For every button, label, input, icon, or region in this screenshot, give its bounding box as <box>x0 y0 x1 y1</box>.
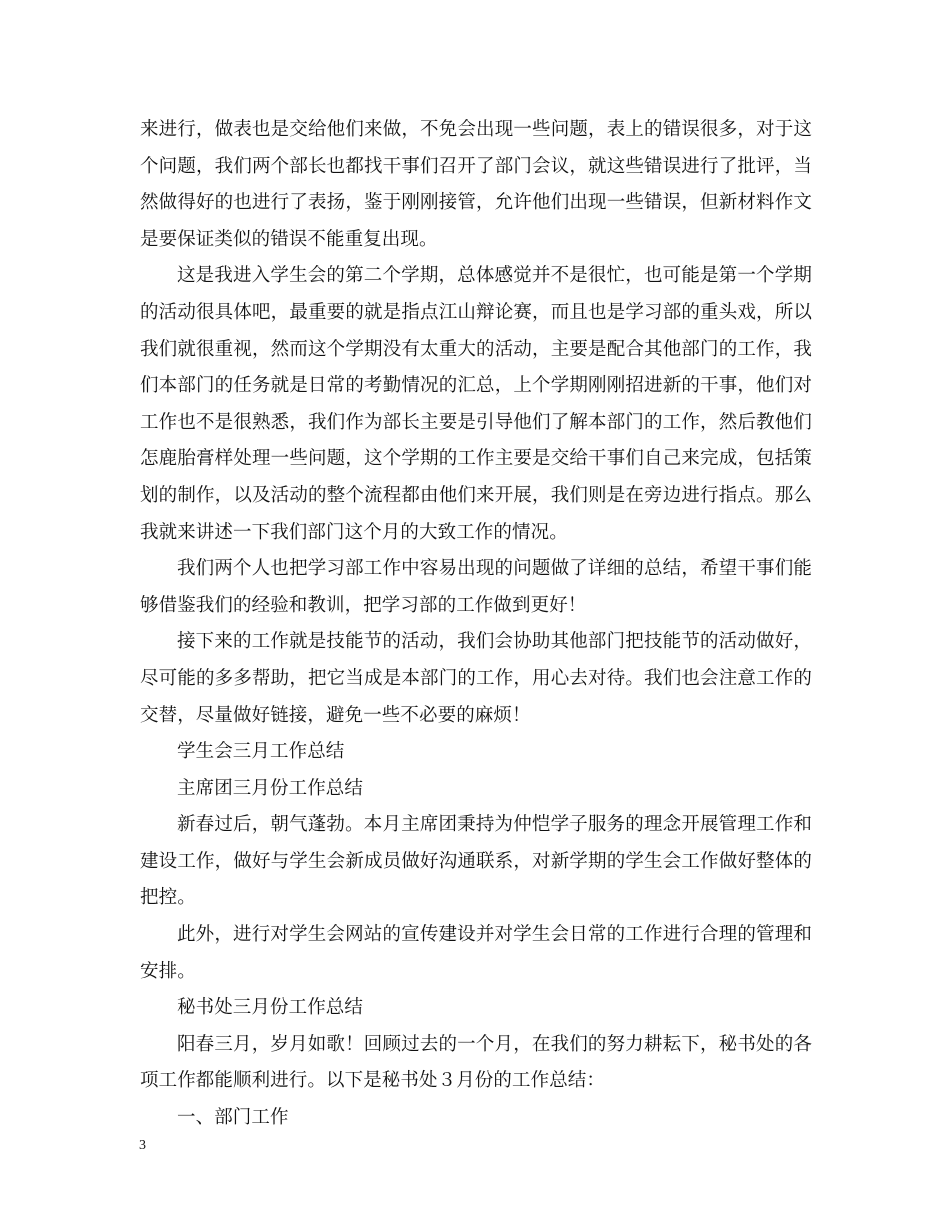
paragraph-line: 怎鹿胎膏样处理一些问题，这个学期的工作主要是交给干事们自己来完成，包括策 <box>140 448 812 470</box>
paragraph-line: 学生会三月工作总结 <box>177 741 345 763</box>
paragraph-line: 建设工作，做好与学生会新成员做好沟通联系，对新学期的学生会工作做好整体的 <box>140 850 812 872</box>
paragraph-line: 阳春三月，岁月如歌！回顾过去的一个月，在我们的努力耕耘下，秘书处的各 <box>177 1033 812 1055</box>
paragraph-line: 来进行，做表也是交给他们来做，不免会出现一些问题，表上的错误很多，对于这 <box>140 119 812 140</box>
body-text <box>140 112 812 1137</box>
paragraph-line: 的活动很具体吧，最重要的就是指点江山辩论赛，而且也是学习部的重头戏，所以 <box>140 301 812 323</box>
paragraph-line: 把控。 <box>140 887 196 909</box>
paragraph-line: 新春过后，朝气蓬勃。本月主席团秉持为仲恺学子服务的理念开展管理工作和 <box>177 814 812 836</box>
paragraph-line: 是要保证类似的错误不能重复出现。 <box>140 228 438 250</box>
paragraph-line: 我们两个人也把学习部工作中容易出现的问题做了详细的总结，希望干事们能 <box>177 558 812 580</box>
paragraph-line: 够借鉴我们的经验和教训，把学习部的工作做到更好！ <box>140 594 587 616</box>
paragraph-line: 这是我进入学生会的第二个学期，总体感觉并不是很忙，也可能是第一个学期 <box>177 265 812 287</box>
paragraph-line: 我们就很重视，然而这个学期没有太重大的活动，主要是配合其他部门的工作，我 <box>140 338 812 360</box>
paragraph-line: 交替，尽量做好链接，避免一些不必要的麻烦！ <box>140 704 531 726</box>
paragraph-line: 主席团三月份工作总结 <box>177 777 364 799</box>
paragraph-line: 们本部门的任务就是日常的考勤情况的汇总，上个学期刚刚招进新的干事，他们对 <box>140 375 812 397</box>
paragraph-line: 然做得好的也进行了表扬，鉴于刚刚接管，允许他们出现一些错误，但新材料作文 <box>140 192 812 214</box>
paragraph-line: 安排。 <box>140 960 196 982</box>
paragraph-line: 此外，进行对学生会网站的宣传建设并对学生会日常的工作进行合理的管理和 <box>177 924 812 946</box>
paragraph-line: 我就来讲述一下我们部门这个月的大致工作的情况。 <box>140 521 568 543</box>
paragraph-line: 个问题，我们两个部长也都找干事们召开了部门会议，就这些错误进行了批评，当 <box>140 155 812 177</box>
paragraph-line: 秘书处三月份工作总结 <box>177 997 364 1019</box>
page-number: 3 <box>139 1138 146 1153</box>
paragraph-line: 一、部门工作 <box>177 1107 289 1129</box>
paragraph-line: 项工作都能顺利进行。以下是秘书处３月份的工作总结： <box>140 1070 606 1092</box>
paragraph-line: 工作也不是很熟悉，我们作为部长主要是引导他们了解本部门的工作，然后教他们 <box>140 411 812 433</box>
paragraph-line: 接下来的工作就是技能节的活动，我们会协助其他部门把技能节的活动做好， <box>177 631 812 653</box>
paragraph-line: 尽可能的多多帮助，把它当成是本部门的工作，用心去对待。我们也会注意工作的 <box>140 667 812 689</box>
paragraph-line: 划的制作，以及活动的整个流程都由他们来开展，我们则是在旁边进行指点。那么 <box>140 484 812 506</box>
